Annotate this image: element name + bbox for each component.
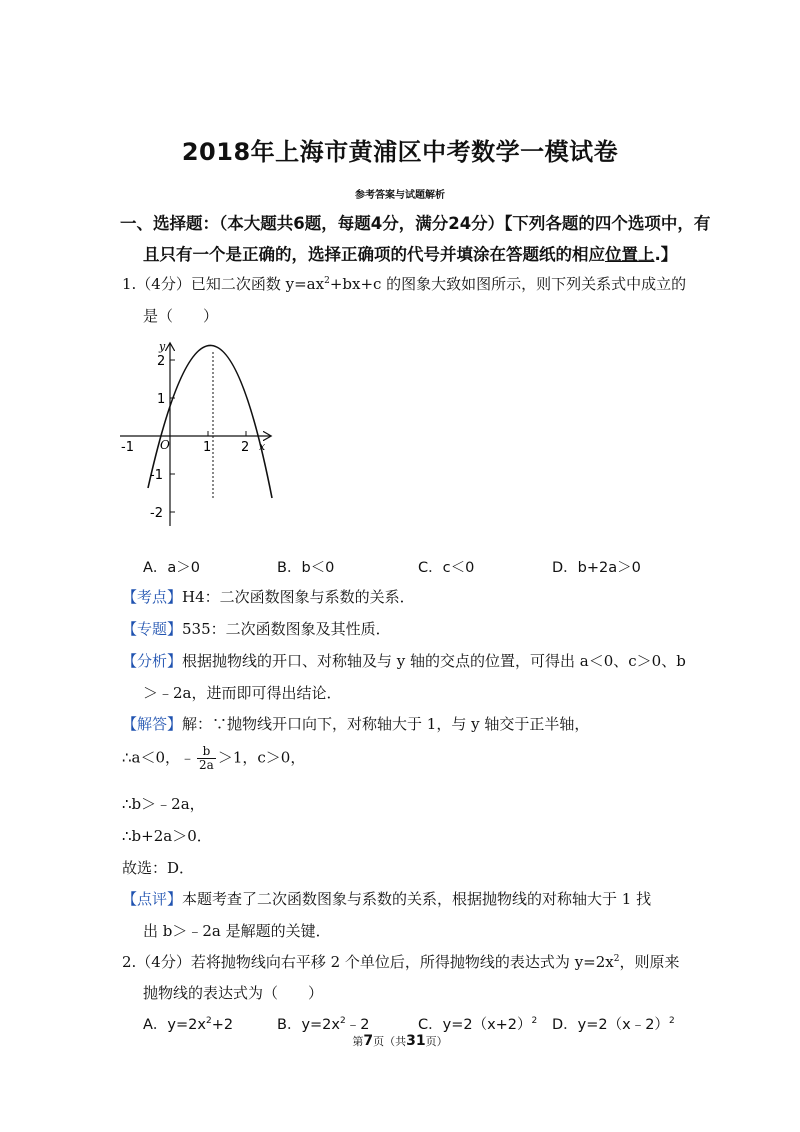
q1-stem-line2: 是（ ） — [143, 307, 219, 325]
q1-stem-line1: 1.（4分）已知二次函数 $y=ax^2+bx+c$ 的图象大致如图所示，则下列关系式中成立的 — [122, 275, 687, 293]
parabola-graph — [115, 338, 285, 533]
page-subtitle: 参考答案与试题解析 — [355, 190, 445, 201]
q1-option-b: B．b＜0 — [277, 560, 335, 576]
q2-option-b: B．$y=2x^2﹣2$ — [277, 1016, 370, 1033]
q1-fenxi-line1: 【分析】根据抛物线的开口、对称轴及与 y 轴的交点的位置，可得出 a＜0、c＞0、b — [122, 652, 686, 670]
q2-stem-line1: 2.（4分）若将抛物线向右平移 2 个单位后，所得抛物线的表达式为 $y=2x^2$，则原来 — [122, 953, 680, 971]
tick-x-1: 1 — [203, 440, 212, 455]
q2-option-d: D．y=2（x﹣2）$^2$ — [552, 1016, 675, 1033]
q1-option-d: D．b+2a＞0 — [552, 560, 641, 576]
q1-dianping-line1: 【点评】本题考查了二次函数图象与系数的关系，根据抛物线的对称轴大于 1 找 — [122, 890, 652, 908]
q1-step2: ∴b＞﹣2a， — [122, 795, 205, 813]
page-footer: 第7页（共31页） — [352, 1033, 448, 1049]
q2-option-c: C．$y=2(x+2)^2$ — [418, 1016, 538, 1033]
tick-y-neg2: -2 — [150, 506, 163, 521]
q1-step1: ∴a＜0，﹣ $\frac{b}{2a}$ ＞1，c＞0， — [122, 744, 306, 772]
parabola-curve — [148, 345, 272, 498]
q1-jieda: 【解答】解：∵抛物线开口向下，对称轴大于 1，与 y 轴交于正半轴， — [122, 715, 590, 733]
page-total: 31 — [406, 1033, 426, 1049]
page-number: 7 — [363, 1033, 374, 1049]
tick-y-neg1: -1 — [150, 468, 163, 483]
q1-fenxi-line2: ＞﹣2a，进而即可得出结论． — [143, 684, 342, 702]
q1-option-a: A．a＞0 — [143, 560, 201, 576]
section-heading-line2: 且只有一个是正确的，选择正确项的代号并填涂在答题纸的相应位置上.】 — [143, 245, 678, 264]
q1-step3: ∴b+2a＞0． — [122, 827, 212, 845]
q1-option-c: C．c＜0 — [418, 560, 475, 576]
page-title: 2018年上海市黄浦区中考数学一模试卷 — [181, 138, 619, 166]
tick-x-neg1: -1 — [121, 440, 134, 455]
q2-stem-line2: 抛物线的表达式为（ ） — [143, 984, 324, 1002]
y-axis-label: y — [159, 340, 166, 353]
fraction-b-over-2a: $\frac{b}{2a}$ — [199, 744, 214, 772]
q1-choice: 故选：D． — [122, 859, 195, 877]
section-heading-line1: 一、选择题：（本大题共6题，每题4分，满分24分）【下列各题的四个选项中，有 — [120, 214, 711, 233]
q1-kaodian: 【考点】H4：二次函数图象与系数的关系． — [122, 588, 415, 606]
tick-y-2: 2 — [157, 354, 166, 369]
q1-dianping-line2: 出 b＞﹣2a 是解题的关键． — [143, 922, 331, 940]
tick-x-2: 2 — [241, 440, 250, 455]
x-axis-label: x — [259, 440, 266, 453]
tick-y-1: 1 — [157, 392, 166, 407]
q2-option-a: A．$y=2x^2+2$ — [143, 1016, 234, 1033]
origin-label: O — [160, 438, 170, 452]
q1-zhuanti: 【专题】535：二次函数图象及其性质． — [122, 620, 391, 638]
